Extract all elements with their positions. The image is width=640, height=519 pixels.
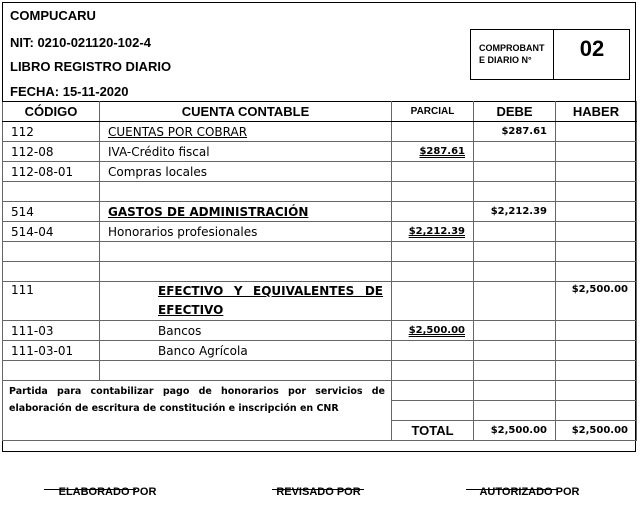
column-header-partial: PARCIAL [392,102,474,122]
prepared-by-label: ELABORADO POR [58,486,157,498]
row-code: 111-03-01 [3,341,100,361]
row-partial: $287.61 [392,142,474,162]
row-credit [556,142,637,162]
row-partial [392,242,474,262]
column-header-credit: HABER [556,102,637,122]
table-row [3,341,637,361]
row-credit [556,222,637,242]
row-credit [556,162,637,182]
table-row [3,122,637,142]
row-debit [474,321,556,341]
voucher-number: 02 [579,36,605,61]
row-account: CUENTAS POR COBRAR [100,122,392,142]
row-partial [392,361,474,381]
note-spacer-cell [474,401,556,421]
row-debit: $2,212.39 [474,202,556,222]
company-name: COMPUCARU [10,8,96,23]
note-spacer-cell [474,381,556,401]
column-header-code: CÓDIGO [3,102,100,122]
row-partial [392,202,474,222]
row-account: GASTOS DE ADMINISTRACIÓN [100,202,392,222]
row-debit [474,142,556,162]
table-row [3,242,637,262]
row-code: 514 [3,202,100,222]
row-code: 112 [3,122,100,142]
row-credit [556,361,637,381]
company-nit: NIT: 0210-021120-102-4 [10,35,151,50]
table-row [3,381,637,401]
row-partial [392,282,474,321]
row-account: Compras locales [100,162,392,182]
voucher-divider [553,30,554,79]
note-spacer-cell [392,381,474,401]
row-debit [474,242,556,262]
total-label: TOTAL [392,421,474,441]
row-partial: $2,212.39 [392,222,474,242]
row-account [100,262,392,282]
authorized-by-label: AUTORIZADO POR [479,486,580,498]
row-partial [392,262,474,282]
column-header-debit: DEBE [474,102,556,122]
row-credit [556,182,637,202]
column-header-account: CUENTA CONTABLE [100,102,392,122]
ledger-header-row [3,102,637,122]
entry-description: Partida para contabilizar pago de honorarios por servicios de elaboración de escritura de constitución e inscripción en CNR [3,381,392,441]
row-code: 112-08-01 [3,162,100,182]
row-debit [474,341,556,361]
row-account: IVA-Crédito fiscal [100,142,392,162]
row-code: 111 [3,282,100,321]
book-title: LIBRO REGISTRO DIARIO [10,59,172,74]
row-code [3,361,100,381]
row-account [100,242,392,262]
row-credit: $2,500.00 [556,282,637,321]
row-account: Bancos [100,321,392,341]
row-debit [474,222,556,242]
table-row [3,361,637,381]
row-account: EFECTIVO Y EQUIVALENTES DE EFECTIVO [100,282,392,321]
table-row [3,262,637,282]
voucher-label: COMPROBANT E DIARIO N° [479,43,545,65]
table-row [3,162,637,182]
table-row [3,282,637,321]
table-row [3,142,637,162]
row-code: 514-04 [3,222,100,242]
row-account: Banco Agrícola [100,341,392,361]
note-spacer-cell [392,401,474,421]
row-code [3,182,100,202]
voucher-number-box [470,29,630,80]
entry-date: FECHA: 15-11-2020 [10,84,129,99]
row-debit [474,162,556,182]
row-partial [392,122,474,142]
row-code [3,262,100,282]
row-debit [474,282,556,321]
row-partial: $2,500.00 [392,321,474,341]
row-credit [556,202,637,222]
table-row [3,202,637,222]
table-row [3,222,637,242]
note-spacer-cell [556,381,637,401]
row-code: 112-08 [3,142,100,162]
row-debit [474,182,556,202]
row-account [100,361,392,381]
row-debit [474,361,556,381]
table-row [3,321,637,341]
total-credit: $2,500.00 [556,421,637,441]
table-row [3,182,637,202]
row-debit: $287.61 [474,122,556,142]
row-account: Honorarios profesionales [100,222,392,242]
ledger-table [2,101,637,441]
row-credit [556,321,637,341]
row-account [100,182,392,202]
row-debit [474,262,556,282]
row-partial [392,341,474,361]
row-credit [556,122,637,142]
row-code: 111-03 [3,321,100,341]
row-credit [556,242,637,262]
total-debit: $2,500.00 [474,421,556,441]
reviewed-by-label: REVISADO POR [276,486,361,498]
row-partial [392,162,474,182]
note-spacer-cell [556,401,637,421]
row-partial [392,182,474,202]
row-credit [556,262,637,282]
row-code [3,242,100,262]
row-credit [556,341,637,361]
